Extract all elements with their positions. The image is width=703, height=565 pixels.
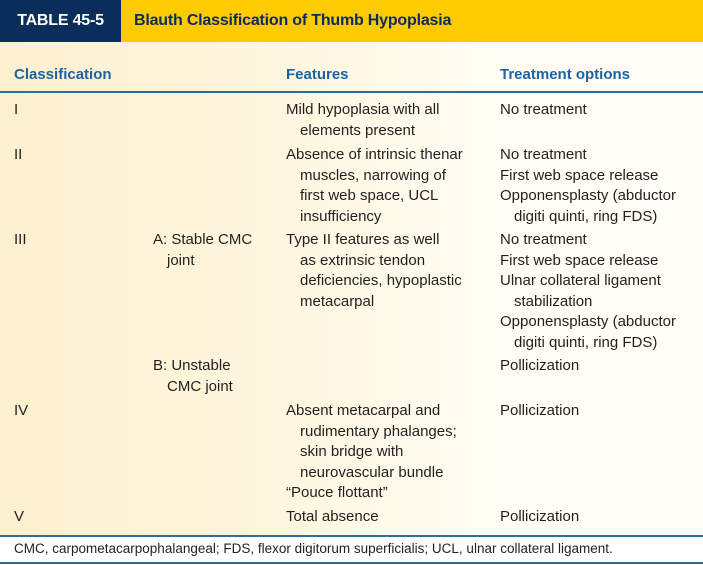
features-text: Absent metacarpal and [286,402,441,419]
features-text: muscles, narrowing of [300,166,446,184]
header-rule [0,91,703,93]
classification-text: V [14,508,25,525]
treatment-text: No treatment [500,146,587,163]
classification-cell [14,230,27,251]
features-text: neurovascular bundle [300,463,444,481]
features-cell [286,230,462,312]
treatment-text: Opponensplasty (abductor [500,187,676,204]
classification-text: II [14,146,23,163]
treatment-text: Pollicization [500,402,580,419]
treatment-text: First web space release [500,251,659,269]
treatment-text: Pollicization [500,508,580,525]
treatment-text: Ulnar collateral ligament [500,272,661,289]
treatment-text: stabilization [514,292,593,310]
features-text: rudimentary phalanges; [300,422,457,440]
treatment-text: Pollicization [500,357,580,374]
features-text: skin bridge with [300,443,404,460]
subtype-cell [153,230,252,271]
treatment-cell [500,145,676,227]
treatment-cell [500,507,579,528]
features-text: Total absence [286,508,379,525]
treatment-text: No treatment [500,101,587,118]
table-title: Blauth Classification of Thumb Hypoplasia [134,12,452,29]
features-text: Type II features as well [286,231,440,248]
column-header-treatment: Treatment options [500,66,631,83]
features-cell [286,100,439,141]
treatment-text: No treatment [500,231,587,248]
features-text: Absence of intrinsic thenar [286,146,463,163]
classification-cell [14,145,22,166]
treatment-text: digiti quinti, ring FDS) [514,207,658,225]
table-footnote: CMC, carpometacarpophalangeal; FDS, flexor digitorum superficialis; UCL, ulnar collateral ligament. [14,541,613,556]
treatment-cell [500,230,676,353]
features-text: Mild hypoplasia with all [286,101,440,118]
classification-cell [14,507,24,528]
footnote-rule-bottom [0,562,703,564]
features-text: “Pouce flottant” [286,484,388,501]
classification-cell [14,100,18,121]
features-cell [286,145,463,227]
classification-text: IV [14,402,29,419]
table-number-label: TABLE 45-5 [0,0,121,42]
treatment-cell [500,100,587,121]
table-title-bar [0,0,703,42]
features-text: elements present [300,121,416,139]
treatment-cell [500,401,579,422]
classification-text: I [14,101,19,118]
subtype-text: A: Stable CMC [153,231,253,248]
subtype-cell [153,356,233,397]
column-header-features: Features [286,66,349,83]
classification-text: III [14,231,27,248]
subtype-text: joint [167,251,195,269]
subtype-text: B: Unstable [153,357,231,374]
features-text: deficiencies, hypoplastic [300,272,462,289]
features-text: insufficiency [300,207,382,225]
treatment-cell [500,356,579,377]
features-text: as extrinsic tendon [300,251,426,269]
features-text: metacarpal [300,292,375,310]
treatment-text: digiti quinti, ring FDS) [514,333,658,351]
subtype-text: CMC joint [167,377,233,395]
classification-cell [14,401,28,422]
column-header-classification: Classification [14,66,112,83]
features-cell [286,507,379,528]
features-text: first web space, UCL [300,187,439,204]
treatment-text: First web space release [500,166,659,184]
footnote-rule-top [0,535,703,537]
features-cell [286,401,457,504]
treatment-text: Opponensplasty (abductor [500,313,676,330]
